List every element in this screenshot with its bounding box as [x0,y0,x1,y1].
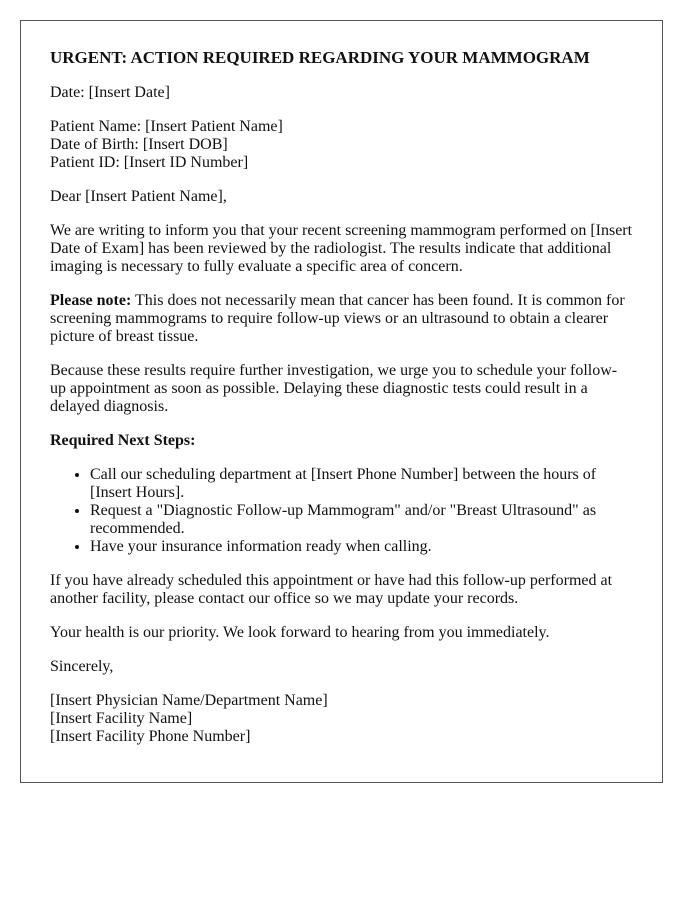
letter-title: URGENT: ACTION REQUIRED REGARDING YOUR MAMMOGRAM [50,48,590,67]
priority-paragraph: Your health is our priority. We look forward to hearing from you immediately. [50,624,550,641]
urgency-paragraph: Because these results require further investigation, we urge you to schedule your follow-up appointment as soon as possible. Delaying these diagnostic tests could result in a delayed diagnosis. [50,362,618,415]
note-paragraph [50,292,633,346]
list-item: • Call our scheduling department at [Insert Phone Number] between the hours of [Insert Hours]. [90,466,633,502]
note-label: Please note: [50,292,132,309]
letter [20,20,663,783]
patient-info [50,118,633,172]
intro-paragraph: We are writing to inform you that your recent screening mammogram performed on [Insert Date of Exam] has been reviewed by the radiologist. The results indicate that additional imaging is necessary to fully evaluate a specific area of concern. [50,222,633,275]
steps-heading-text: Required Next Steps: [50,432,196,449]
signature-facility: [Insert Facility Name] [50,710,193,727]
steps-heading [50,432,633,450]
signature-block [50,692,633,746]
date-line: Date: [Insert Date] [50,84,170,101]
signature-physician: [Insert Physician Name/Department Name] [50,692,328,709]
patient-id: Patient ID: [Insert ID Number] [50,154,249,171]
list-item: • Request a "Diagnostic Follow-up Mammogram" and/or "Breast Ultrasound" as recommended. [90,502,633,538]
steps-list [50,466,633,556]
already-scheduled-paragraph: If you have already scheduled this appointment or have had this follow-up performed at another facility, please contact our office so we may update your records. [50,572,613,607]
patient-dob: Date of Birth: [Insert DOB] [50,136,228,153]
salutation: Dear [Insert Patient Name], [50,188,227,205]
patient-name: Patient Name: [Insert Patient Name] [50,118,283,135]
note-text: This does not necessarily mean that cancer has been found. It is common for screening mammograms to require follow-up views or an ultrasound to obtain a clearer picture of breast tissue. [50,292,625,345]
closing: Sincerely, [50,658,114,675]
signature-phone: [Insert Facility Phone Number] [50,728,251,745]
list-item: • Have your insurance information ready when calling. [90,538,633,556]
